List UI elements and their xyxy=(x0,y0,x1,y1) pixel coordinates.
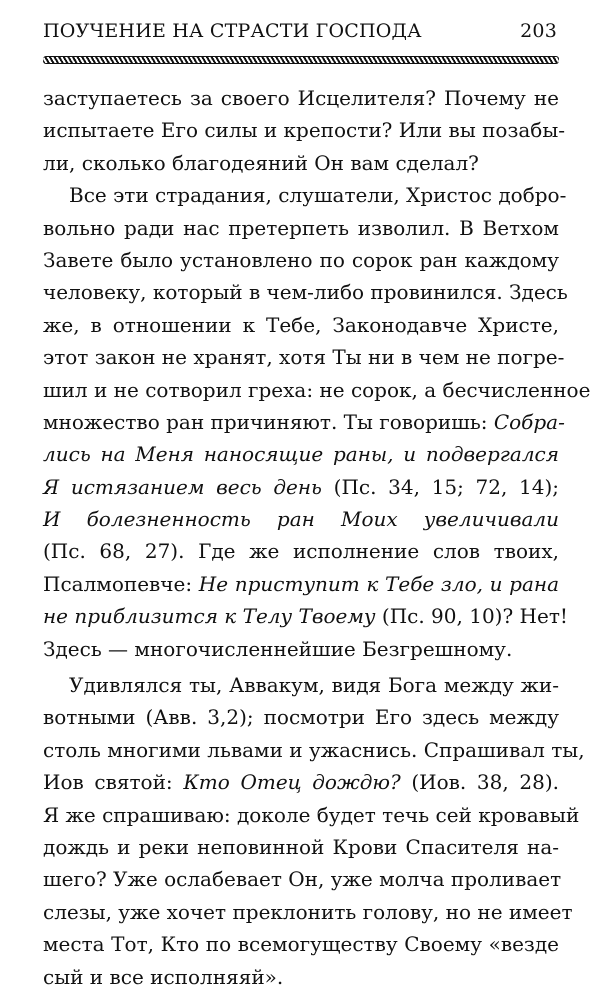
text-line: шил и не сотворил греха: не сорок, а бесчисленное xyxy=(43,377,591,402)
running-title: ПОУЧЕНИЕ НА СТРАСТИ ГОСПОДА xyxy=(43,20,422,42)
text-line: Завете было установлено по сорок ран каждому xyxy=(43,247,559,272)
plain-text: множество ран причиняют. Ты говоришь: xyxy=(43,409,494,434)
scripture-quote: Собра- xyxy=(493,409,565,434)
text-line xyxy=(43,568,559,600)
text-line: Я же спрашиваю: доколе будет течь сей кровавый xyxy=(43,802,580,827)
text-line: вотными (Авв. 3,2); посмотри Его здесь между xyxy=(43,705,559,730)
text-line: заступаетесь за своего Исцелителя? Почему не xyxy=(43,86,559,110)
scripture-reference: (Иов. 38, 28). xyxy=(400,770,559,795)
scripture-quote: не приблизится к Телу Твоему xyxy=(43,604,376,629)
text-line xyxy=(43,438,559,470)
text-line: дождь и реки неповинной Крови Спасителя на- xyxy=(43,834,559,859)
paragraph-1 xyxy=(43,82,566,179)
text-line: человеку, который в чем-либо провинился. Здесь xyxy=(43,280,568,305)
scripture-quote: Не приступит к Тебе зло, и рана xyxy=(198,571,560,596)
text-line: вольно ради нас претерпеть изволил. В Ветхом xyxy=(43,215,559,240)
text-line: сый и все исполняяй». xyxy=(43,964,284,989)
text-line: слезы, уже хочет преклонить голову, но не имеет xyxy=(43,899,573,924)
text-line xyxy=(43,503,559,535)
scripture-quote: Я истязанием весь день xyxy=(43,474,322,499)
scripture-quote: лись на Меня наносящие раны, и подвергался xyxy=(43,442,559,467)
paragraph-2 xyxy=(43,179,591,665)
text-line: шего? Уже ослабевает Он, уже молча проливает xyxy=(43,867,562,892)
text-line: Удивлялся ты, Аввакум, видя Бога между жи- xyxy=(69,673,559,698)
plain-text: Иов святой: xyxy=(43,770,184,795)
scripture-reference: (Пс. 68, 27). Где же исполнение слов твоих, xyxy=(43,539,559,564)
page-body xyxy=(43,82,591,993)
text-line xyxy=(43,406,565,438)
plain-text: Здесь — многочисленнейшие Безгрешному. xyxy=(43,636,513,661)
scripture-reference: (Пс. 90, 10)? Нет! xyxy=(375,604,568,629)
paragraph-3 xyxy=(43,669,585,993)
text-line: ли, сколько благодеяний Он вам сделал? xyxy=(43,150,479,175)
text-line xyxy=(43,600,568,632)
decorative-rope-rule xyxy=(43,56,559,64)
scripture-reference: (Пс. 34, 15; 72, 14); xyxy=(321,474,559,499)
text-line: столь многими львами и ужаснись. Спрашивал ты, xyxy=(43,737,585,762)
text-line: этот закон не хранят, хотя Ты ни в чем не погре- xyxy=(43,345,565,370)
scripture-quote: Кто Отец дождю? xyxy=(183,770,401,795)
text-line: испытаете Его силы и крепости? Или вы позабы- xyxy=(43,118,566,143)
text-line xyxy=(43,766,559,798)
text-line: же, в отношении к Тебе, Законодавче Христе, xyxy=(43,312,559,337)
text-line xyxy=(43,535,559,567)
text-line: места Тот, Кто по всемогуществу Своему «везде xyxy=(43,932,559,957)
page-number: 203 xyxy=(520,20,557,42)
running-header xyxy=(43,20,559,46)
text-line: Все эти страдания, слушатели, Христос добро- xyxy=(69,183,567,208)
text-line xyxy=(43,633,559,665)
scripture-quote: И болезненность ран Моих увеличивали xyxy=(43,507,559,532)
text-line xyxy=(43,471,559,503)
plain-text: Псалмопевче: xyxy=(43,571,199,596)
